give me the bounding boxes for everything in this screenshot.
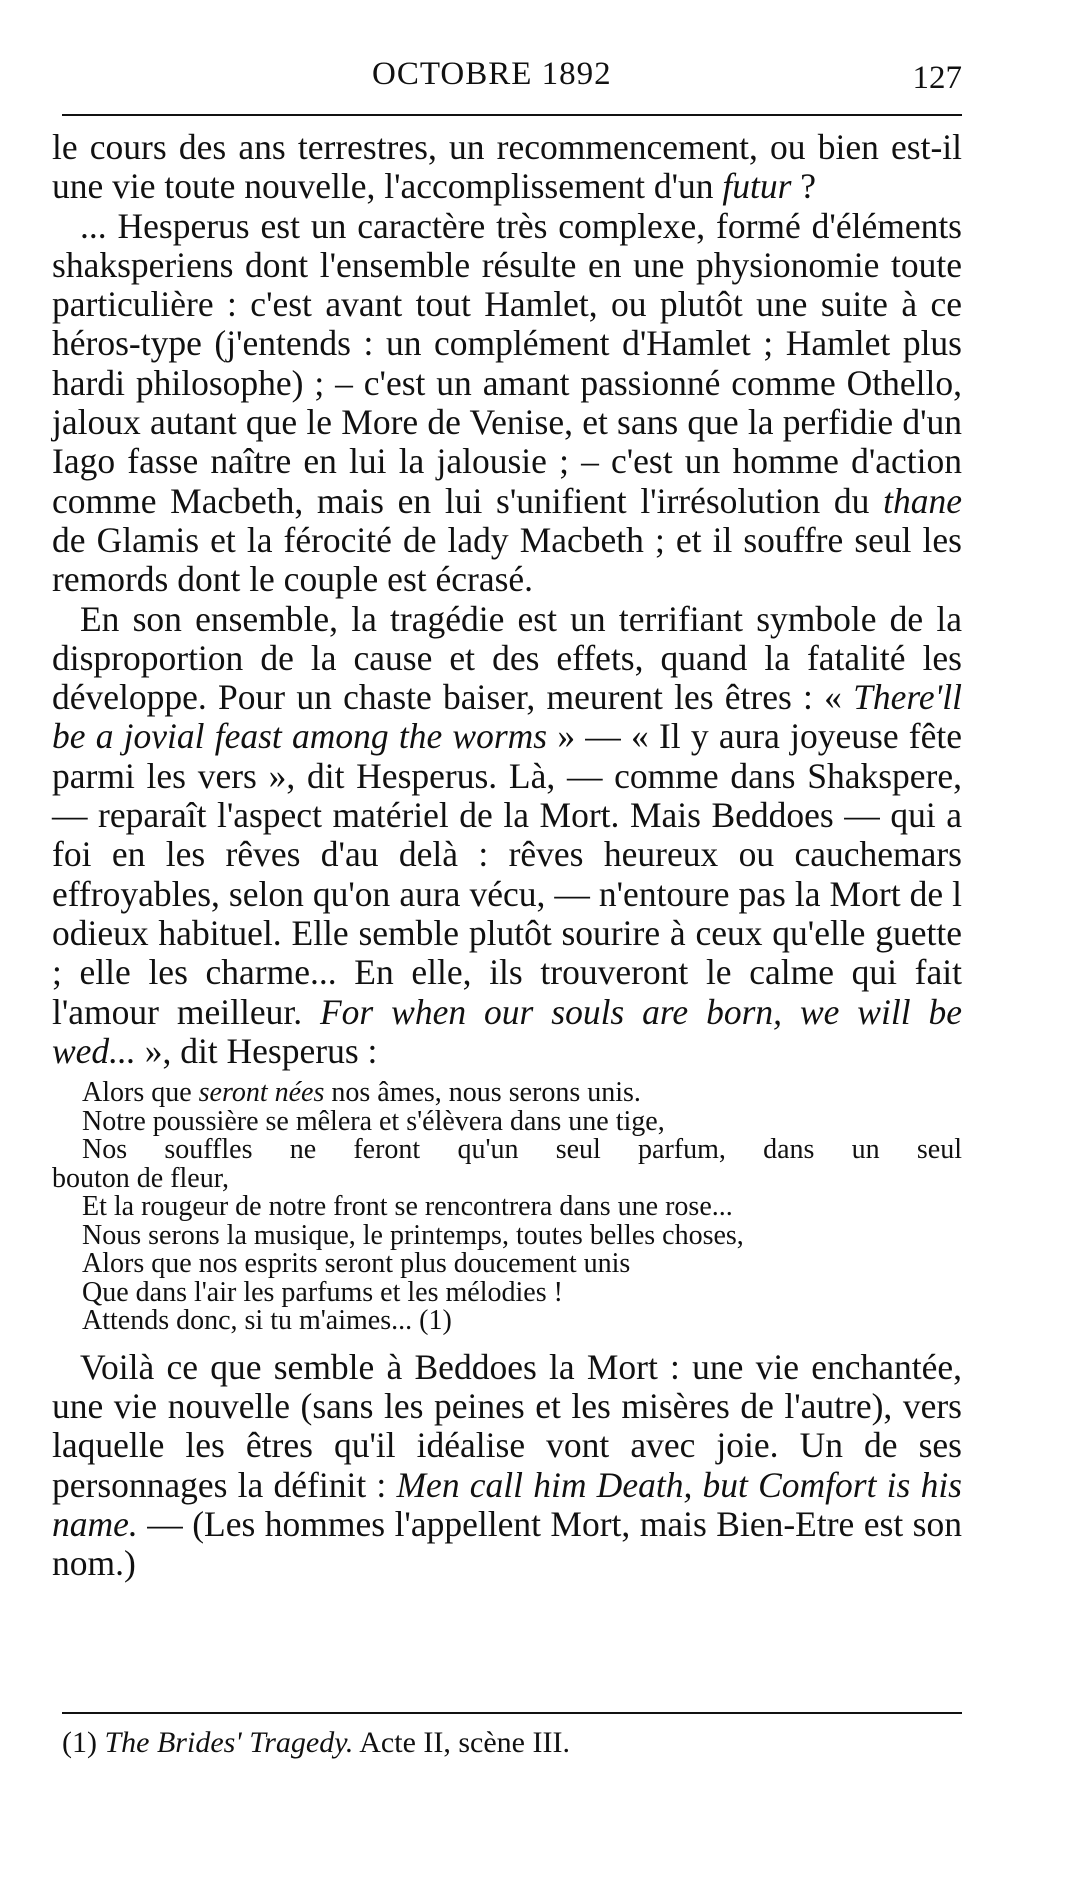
p4-text-1: Voilà ce que semble à Beddoes la Mort : une vie enchantée, une vie nouvelle (sans les peines et les misères de l'autre), vers laquelle les êtres qu'il idéalise vont avec joie. Un de ses personnages la définit : <box>52 1346 962 1505</box>
verse-line: bouton de fleur, <box>52 1162 229 1194</box>
p1-italic-1: futur <box>722 166 792 207</box>
verse-line: Et la rougeur de notre front se rencontrera dans une rose... <box>82 1191 733 1223</box>
p2-text-1: ... Hesperus est un caractère très complexe, formé d'éléments shaksperiens dont l'ensemble résulte en une physionomie toute particulière : c'est avant tout Hamlet, ou plutôt une suite à ce héros-type (j'entends : un complément d'Hamlet ; Hamlet plus hardi philosophe) ; – c'est un amant passionné comme Othello, jaloux autant que le More de Venise, et sans que la perfidie d'un Iago fasse naître en lui la jalousie ; – c'est un homme d'action comme Macbeth, mais en lui s'unifient l'irrésolution du <box>52 205 962 521</box>
paragraph-4 <box>52 1348 962 1584</box>
p3-italic-2: For when our souls are born, we will be wed... <box>52 991 962 1071</box>
p3-text-2: » — « Il y aura joyeuse fête parmi les vers », dit Hesperus. Là, — comme dans Shakspere, — reparaît l'aspect matériel de la Mort. Mais Beddoes — qui a foi en les rêves d'au delà : rêves heureux ou cauchemars effroyables, selon qu'on aura vécu, — n'entoure pas la Mort de l odieux habituel. Elle semble plutôt sourire à ceux qu'elle guette ; elle les charme... En elle, ils trouveront le calme qui fait l'amour meilleur. <box>52 716 962 1032</box>
verse-line: Nos souffles ne feront qu'un seul parfum, dans un seul <box>82 1134 962 1166</box>
p3-text-3: », dit Hesperus : <box>135 1030 378 1071</box>
footnote-title: The Brides' Tragedy. <box>104 1726 354 1759</box>
verse-line <box>52 1079 962 1108</box>
running-header <box>62 56 962 100</box>
paragraph-3 <box>52 600 962 1072</box>
paragraph-1 <box>52 128 962 207</box>
page-number: 127 <box>912 60 962 96</box>
p1-text-1: le cours des ans terrestres, un recommencement, ou bien est-il une vie toute nouvelle, l'accomplissement d'un <box>52 127 962 207</box>
main-text <box>52 128 962 1583</box>
verse-line-1-text-1: Alors que <box>82 1077 199 1109</box>
verse-line: Que dans l'air les parfums et les mélodies ! <box>82 1276 563 1308</box>
p4-text-2: — (Les hommes l'appellent Mort, mais Bien-Etre est son nom.) <box>52 1503 962 1584</box>
footnote-marker: (1) <box>62 1726 105 1759</box>
verse-line: Notre poussière se mêlera et s'élèvera dans une tige, <box>82 1105 665 1137</box>
p2-italic-1: thane <box>883 480 962 521</box>
verse-line: Attends donc, si tu m'aimes... (1) <box>82 1305 452 1337</box>
verse-line: Alors que nos esprits seront plus doucement unis <box>82 1248 631 1280</box>
paragraph-2 <box>52 207 962 600</box>
p1-text-2: ? <box>791 166 817 207</box>
p2-text-2: de Glamis et la férocité de lady Macbeth ; et il souffre seul les remords dont le couple est écrasé. <box>52 519 962 600</box>
verse-line-1-text-2: nos âmes, nous serons unis. <box>324 1077 641 1109</box>
p3-text-1: En son ensemble, la tragédie est un terrifiant symbole de la disproportion de la cause et des effets, quand la fatalité les développe. Pour un chaste baiser, meurent les êtres : « <box>52 598 962 718</box>
footnote <box>62 1726 570 1760</box>
p3-italic-1: There'll be a jovial feast among the worms <box>52 677 962 757</box>
header-rule <box>62 114 962 116</box>
verse-line-1-italic: seront nées <box>198 1077 325 1109</box>
p4-italic-1: Men call him Death, but Comfort is his name. <box>52 1464 962 1544</box>
footnote-text: Acte II, scène III. <box>353 1726 570 1759</box>
footnote-rule <box>62 1712 962 1714</box>
header-title: OCTOBRE 1892 <box>372 56 612 92</box>
verse-quote <box>52 1079 962 1336</box>
verse-line: Nous serons la musique, le printemps, toutes belles choses, <box>82 1219 744 1251</box>
